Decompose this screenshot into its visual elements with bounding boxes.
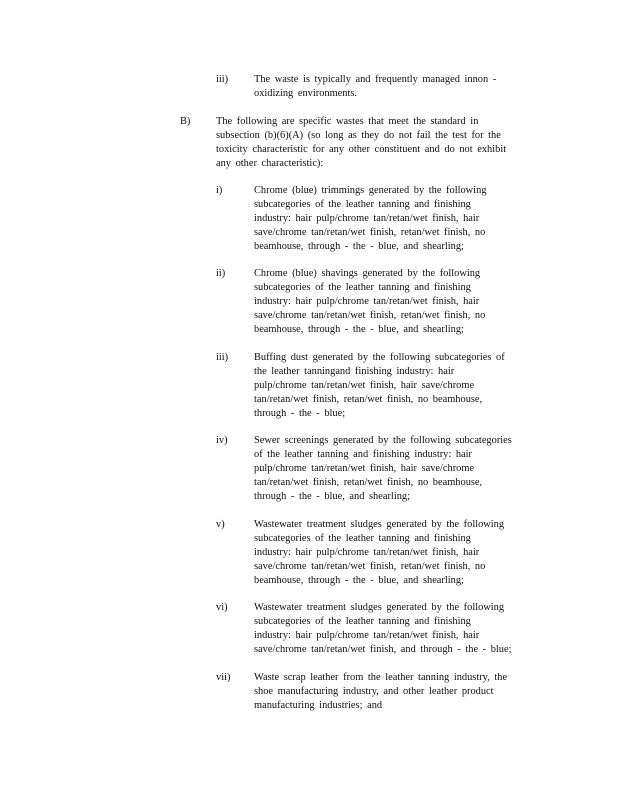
item-label: ii) (216, 268, 226, 279)
list-item-v (0, 518, 618, 590)
section-b (0, 115, 618, 175)
item-label: iv) (216, 435, 228, 446)
item-label: vii) (216, 672, 231, 683)
section-label: B) (180, 116, 191, 127)
item-text: Sewer screenings generated by the following subcategories of the leather tanning and finishing industry: hair pulp/chrome tan/retan/wet finish, hair save/chrome tan/retan/wet finish, retan/wet finish, no beamhouse, through - the - blue, and shearling; (254, 435, 512, 502)
list-item-iii-continued (0, 73, 618, 103)
item-text: Chrome (blue) trimmings generated by the following subcategories of the leather tanning and finishing industry: hair pulp/chrome tan/retan/wet finish, hair save/chrome tan/retan/wet finish, retan/wet finish, no beamhouse, through - the - blue, and shearling; (254, 185, 487, 252)
section-text: The following are specific wastes that meet the standard in subsection (b)(6)(A) (so long as they do not fail the test for the toxicity characteristic for any other constituent and do not exhibit any other characteristic): (216, 116, 507, 169)
item-text: Buffing dust generated by the following subcategories of the leather tanningand finishing industry: hair pulp/chrome tan/retan/wet finish, hair save/chrome tan/retan/wet finish, retan/wet finish, no beamhouse, through - the - blue; (254, 352, 505, 419)
list-item-ii (0, 267, 618, 339)
item-label: iii) (216, 352, 229, 363)
list-item-vi (0, 601, 618, 659)
list-item-iii (0, 351, 618, 423)
item-text: Waste scrap leather from the leather tanning industry, the shoe manufacturing industry, and other leather product manufacturing industries; and (254, 672, 508, 711)
list-item-vii (0, 671, 618, 715)
item-label: i) (216, 185, 223, 196)
list-item-iv (0, 434, 618, 506)
item-text: Wastewater treatment sludges generated by the following subcategories of the leather tanning and finishing industry: hair pulp/chrome tan/retan/wet finish, hair save/chrome tan/retan/wet finish, retan/wet finish, no beamhouse, through - the - blue, and shearling; (254, 519, 505, 586)
list-item-i (0, 184, 618, 256)
item-text: The waste is typically and frequently managed innon - oxidizing environments. (254, 74, 497, 99)
item-text: Wastewater treatment sludges generated by the following subcategories of the leather tanning and finishing industry: hair pulp/chrome tan/retan/wet finish, hair save/chrome tan/retan/wet finish, and through - the - blue; (254, 602, 512, 655)
item-label: v) (216, 519, 225, 530)
item-label: vi) (216, 602, 228, 613)
item-text: Chrome (blue) shavings generated by the following subcategories of the leather tanning and finishing industry: hair pulp/chrome tan/retan/wet finish, hair save/chrome tan/retan/wet finish, retan/wet finish, no beamhouse, through - the - blue, and shearling; (254, 268, 486, 335)
item-label: iii) (216, 74, 229, 85)
